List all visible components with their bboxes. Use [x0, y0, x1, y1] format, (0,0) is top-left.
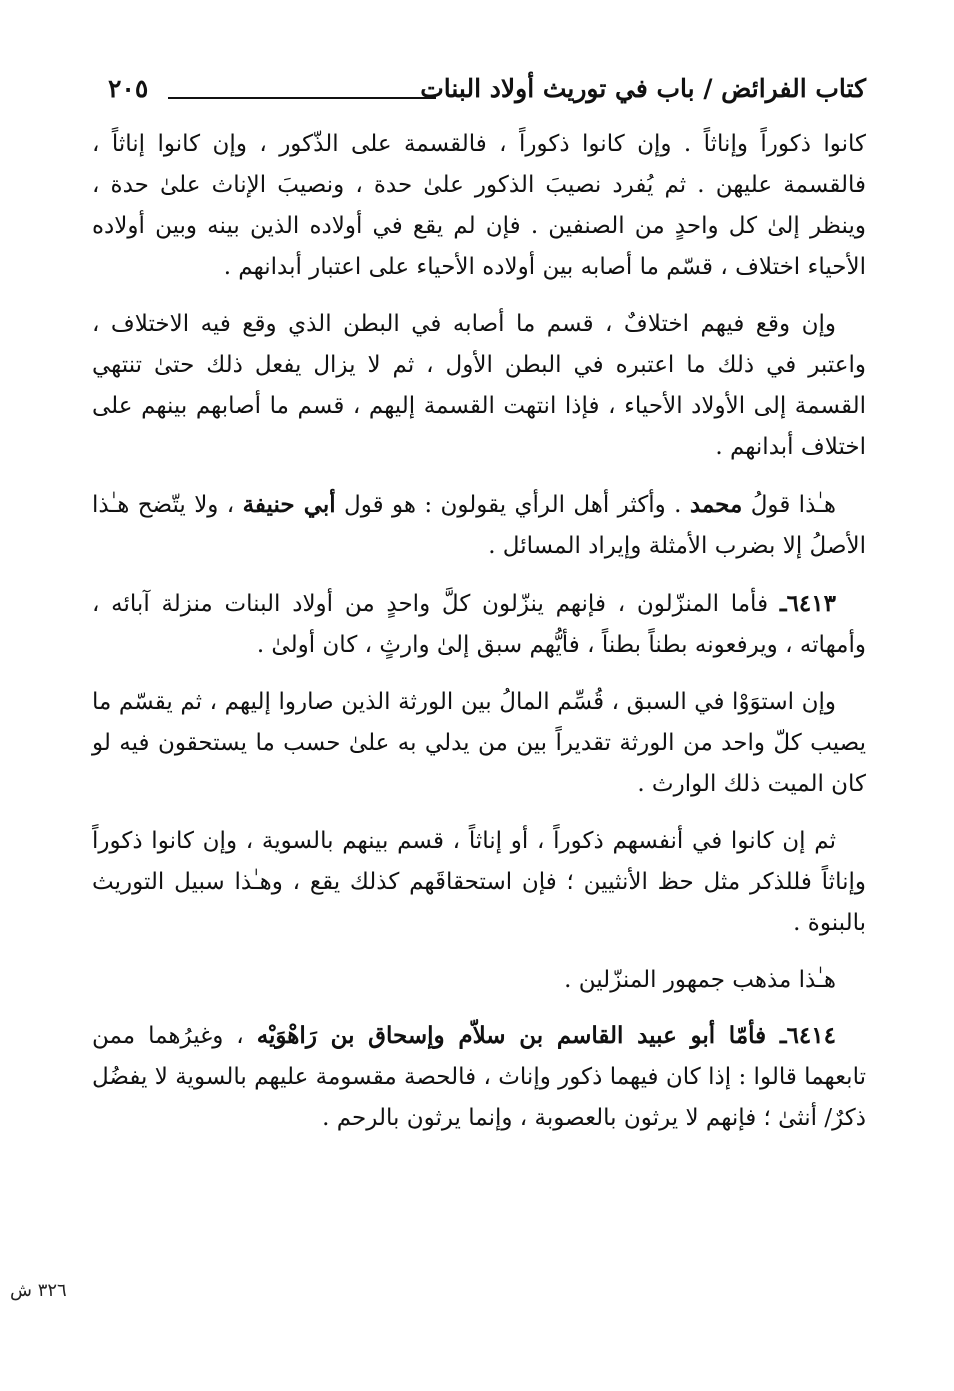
paragraph-1 — [92, 124, 866, 288]
paragraph-7-text: هـٰذا مذهب جمهور المنزّلين . — [564, 967, 836, 993]
paragraph-4 — [92, 583, 866, 666]
paragraph-3 — [92, 484, 866, 567]
name-muhammad: محمد — [689, 491, 743, 518]
paragraph-4-text: فأما المنزّلون ، فإنهم ينزّلون كلَّ واحدٍ من أولاد البنات منزلة آبائه ، وأمهاته ، ويرفعونه بطناً بطناً ، فأيُّهم سبق إلىٰ وارثٍ ، كان أولىٰ . — [92, 591, 866, 658]
paragraph-2 — [92, 304, 866, 468]
margin-note: ٣٢٦ ش — [10, 1280, 67, 1301]
paragraph-2-text: وإن وقع فيهم اختلافٌ ، قسم ما أصابه في البطن الذي وقع فيه الاختلاف ، واعتبر في ذلك ما اعتبره في البطن الأول ، ثم لا يزال يفعل ذلك حتىٰ تنتهي القسمة إلى الأولاد الأحياء ، فإذا انتهت القسمة إليهم ، قسم ما أصابهم بينهم على اختلاف أبدانهم . — [92, 311, 866, 460]
paragraph-8-text: ، وغيرُهما ممن تابعهما قالوا : إذا كان فيهما ذكور وإناث ، فالحصة مقسومة عليهم بالسوية لا يفضُل ذكرٌ/ أنثىٰ ؛ فإنهم لا يرثون بالعصوبة ، وإنما يرثون بالرحم . — [92, 1023, 866, 1131]
paragraph-8 — [92, 1015, 866, 1139]
entry-number-6413: ٦٤١٣ـ — [779, 590, 836, 617]
header-rule — [168, 97, 436, 99]
page-header — [90, 68, 866, 118]
paragraph-6 — [92, 821, 866, 944]
name-abu-hanifa: أبي حنيفة — [242, 491, 336, 518]
body-text — [92, 124, 866, 1155]
names-abu-ubayd-ishaq: فأمّا أبو عبيد القاسم بن سلاّم وإسحاق بن رَاهْوَيْه — [256, 1022, 780, 1049]
paragraph-3-text-a: هـٰذا قولُ — [742, 492, 837, 518]
paragraph-1-text: كانوا ذكوراً وإناثاً . وإن كانوا ذكوراً ، فالقسمة على الذّكور ، وإن كانوا إناثاً ، فالقسمة عليهن . ثم يُفرد نصيبَ الذكور علىٰ حدة ، ونصيبَ الإناث علىٰ حدة ، وينظر إلىٰ كل واحدٍ من الصنفين . فإن لم يقع في أولاده الذين بينه وبين أولاده الأحياء اختلاف ، قسّم ما أصابه بين أولاده الأحياء على اعتبار أبدانهم . — [92, 131, 866, 280]
entry-number-6414: ٦٤١٤ـ — [779, 1022, 836, 1049]
paragraph-7 — [92, 960, 866, 1001]
paragraph-5-text: وإن استوَوْا في السبق ، قُسِّم المالُ بين الورثة الذين صاروا إليهم ، ثم يقسّم ما يصيب كلّ واحد من الورثة تقديراً بين من يدلي به علىٰ حسب ما يستحقون فيه لو كان الميت ذلك الوارث . — [92, 689, 866, 797]
page-number: ٢٠٥ — [108, 74, 149, 103]
paragraph-3-text-b: . وأكثر أهل الرأي يقولون : هو قول — [335, 492, 690, 518]
paragraph-3-text-c: ، ولا يتّضح هـٰذا الأصلُ إلا بضرب الأمثلة وإيراد المسائل . — [92, 492, 866, 559]
paragraph-6-text: ثم إن كانوا في أنفسهم ذكوراً ، أو إناثاً ، قسم بينهم بالسوية ، وإن كانوا ذكوراً وإناثاً فللذكر مثل حظ الأنثيين ؛ فإن استحقاقَهم كذلك يقع ، وهـٰذا سبيل التوريث بالبنوة . — [92, 828, 866, 936]
running-title: كتاب الفرائض / باب في توريث أولاد البنات — [420, 74, 866, 103]
paragraph-5 — [92, 682, 866, 805]
